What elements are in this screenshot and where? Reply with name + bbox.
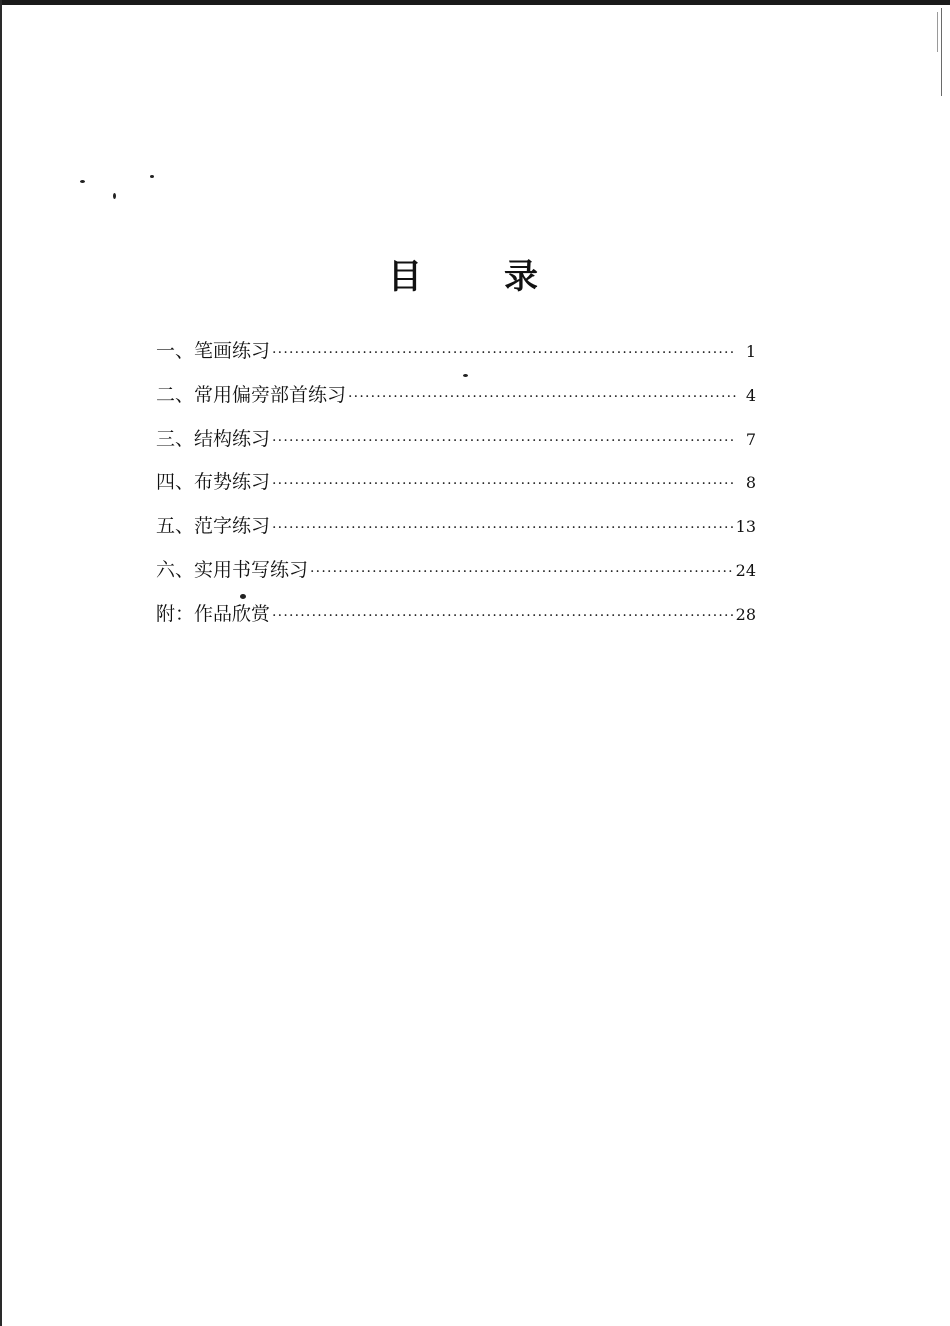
toc-entry-page: 8 — [745, 473, 756, 493]
toc-entry-label: 范字练习 — [194, 515, 271, 538]
toc-entry-label: 笔画练习 — [194, 340, 271, 362]
toc-dot-leader — [272, 433, 736, 449]
toc-entry-number: 六、 — [156, 558, 195, 581]
toc-entry-label: 实用书写练习 — [194, 558, 309, 581]
toc-entry-page: 24 — [735, 560, 756, 580]
toc-entry-number: 五、 — [156, 515, 195, 538]
toc-entry-number: 四、 — [156, 471, 195, 494]
toc-dot-leader — [272, 345, 736, 361]
toc-entry-label: 布势练习 — [194, 471, 271, 494]
toc-entry[interactable] — [156, 336, 756, 380]
toc-entry[interactable] — [156, 380, 756, 424]
toc-entry-number: 附： — [156, 602, 195, 625]
toc-entry-label: 结构练习 — [194, 427, 271, 450]
toc-dot-leader — [310, 564, 734, 580]
scan-speck — [150, 175, 154, 178]
scan-speck — [113, 193, 116, 199]
toc-entry-label: 常用偏旁部首练习 — [194, 383, 347, 406]
toc-entry-number: 三、 — [156, 427, 195, 450]
toc-entry-page: 4 — [745, 385, 756, 405]
toc-entry[interactable] — [156, 599, 756, 643]
table-of-contents — [156, 336, 756, 643]
scan-speck — [80, 180, 85, 183]
scan-right-edge — [941, 8, 942, 96]
toc-entry[interactable] — [156, 555, 756, 599]
toc-entry[interactable] — [156, 511, 756, 555]
toc-dot-leader — [272, 476, 736, 492]
toc-dot-leader — [272, 520, 734, 536]
toc-entry-number: 一、 — [156, 340, 195, 362]
toc-dot-leader — [348, 389, 736, 405]
toc-entry-number: 二、 — [156, 383, 195, 406]
title-char-2: 录 — [504, 256, 538, 297]
scan-right-edge-inner — [937, 12, 938, 52]
toc-entry-page: 13 — [735, 517, 756, 537]
page-title — [388, 248, 538, 298]
scan-top-edge — [0, 0, 950, 5]
toc-entry-page: 1 — [745, 342, 756, 361]
title-char-1: 目 — [388, 256, 422, 297]
toc-entry-label: 作品欣赏 — [194, 602, 271, 625]
toc-dot-leader — [272, 608, 734, 624]
scan-left-edge — [0, 0, 2, 1326]
toc-entry[interactable] — [156, 467, 756, 511]
toc-entry[interactable] — [156, 424, 756, 468]
toc-entry-page: 28 — [735, 604, 756, 624]
toc-entry-page: 7 — [745, 429, 756, 449]
